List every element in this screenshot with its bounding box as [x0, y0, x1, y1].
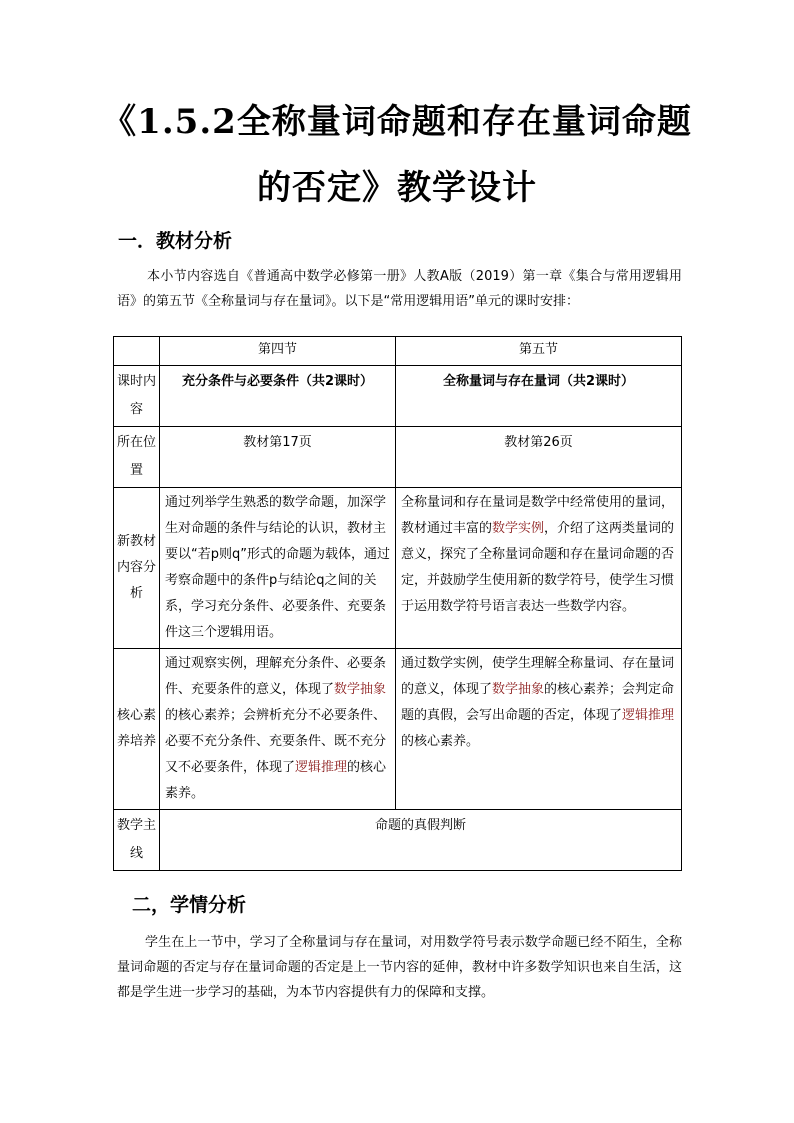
table-row — [114, 427, 682, 488]
text-segment: 通过观察实例，理解充分条件、必要条件、充要条件的意义，体现了 — [165, 656, 387, 697]
row-label-content-analysis: 新教材内容分析 — [114, 488, 160, 649]
section-heading-textbook-analysis: 一．教材分析 — [118, 230, 233, 252]
highlight-math-abstraction: 数学抽象 — [334, 682, 387, 697]
cell-lesson-content-section-5: 全称量词与存在量词（共2课时） — [396, 366, 682, 427]
table-row — [114, 810, 682, 871]
highlight-logical-reasoning: 逻辑推理 — [295, 760, 348, 775]
row-label-core-literacy: 核心素养培养 — [114, 649, 160, 810]
text-segment: 的核心素养。 — [165, 760, 387, 801]
cell-content-analysis-section-5 — [396, 488, 682, 649]
lesson-schedule-table — [113, 336, 682, 871]
text-segment: 通过数学实例，使学生理解全称量词、存在量词的意义，体现了 — [401, 656, 675, 697]
cell-content-analysis-section-4: 通过列举学生熟悉的数学命题，加深学生对命题的条件与结论的认识，教材主要以“若p则q”形式的命题为载体，通过考察命题中的条件p与结论q之间的关系，学习充分条件、必要条件、充要条件这三个逻辑用语。 — [160, 488, 396, 649]
section-heading-student-analysis: 二，学情分析 — [132, 894, 247, 916]
document-title-line-2: 的否定》教学设计 — [257, 168, 537, 208]
highlight-math-examples: 数学实例 — [492, 521, 545, 536]
text-segment: ，介绍了这两类量词的意义，探究了全称量词命题和存在量词命题的否定，并鼓励学生使用新的数学符号，使学生习惯于运用数学符号语言表达一些数学内容。 — [401, 521, 675, 614]
text-segment: 的核心素养；会辨析充分不必要条件、必要不充分条件、充要条件、既不充分又不必要条件，体现了 — [165, 708, 387, 775]
header-section-5: 第五节 — [396, 337, 682, 366]
cell-location-section-4: 教材第17页 — [160, 427, 396, 488]
section-2-paragraph: 学生在上一节中，学习了全称量词与存在量词，对用数学符号表示数学命题已经不陌生，全称量词命题的否定与存在量词命题的否定是上一节内容的延伸，教材中许多数学知识也来自生活，这都是学生进一步学习的基础，为本节内容提供有力的保障和支撑。 — [117, 935, 682, 1000]
text-segment: 的核心素养；会判定命题的真假，会写出命题的否定，体现了 — [401, 682, 675, 723]
cell-lesson-content-section-4: 充分条件与必要条件（共2课时） — [160, 366, 396, 427]
table-header-row — [114, 337, 682, 366]
table-row — [114, 649, 682, 810]
row-label-teaching-mainline: 教学主线 — [114, 810, 160, 871]
table-corner-cell — [114, 337, 160, 366]
row-label-location: 所在位置 — [114, 427, 160, 488]
text-segment: 的核心素养。 — [401, 734, 480, 749]
highlight-logical-reasoning: 逻辑推理 — [622, 708, 675, 723]
cell-location-section-5: 教材第26页 — [396, 427, 682, 488]
document-title-line-1: 《1.5.2全称量词命题和存在量词命题 — [102, 102, 692, 142]
cell-core-literacy-section-5 — [396, 649, 682, 810]
cell-teaching-mainline: 命题的真假判断 — [160, 810, 682, 871]
table-row — [114, 488, 682, 649]
text-segment: 全称量词和存在量词是数学中经常使用的量词，教材通过丰富的 — [401, 495, 675, 536]
cell-core-literacy-section-4 — [160, 649, 396, 810]
table-row — [114, 366, 682, 427]
row-label-lesson-content: 课时内容 — [114, 366, 160, 427]
section-1-intro-paragraph: 本小节内容选自《普通高中数学必修第一册》人教A版（2019）第一章《集合与常用逻辑用语》的第五节《全称量词与存在量词》。以下是“常用逻辑用语”单元的课时安排： — [117, 269, 682, 309]
header-section-4: 第四节 — [160, 337, 396, 366]
highlight-math-abstraction: 数学抽象 — [492, 682, 545, 697]
